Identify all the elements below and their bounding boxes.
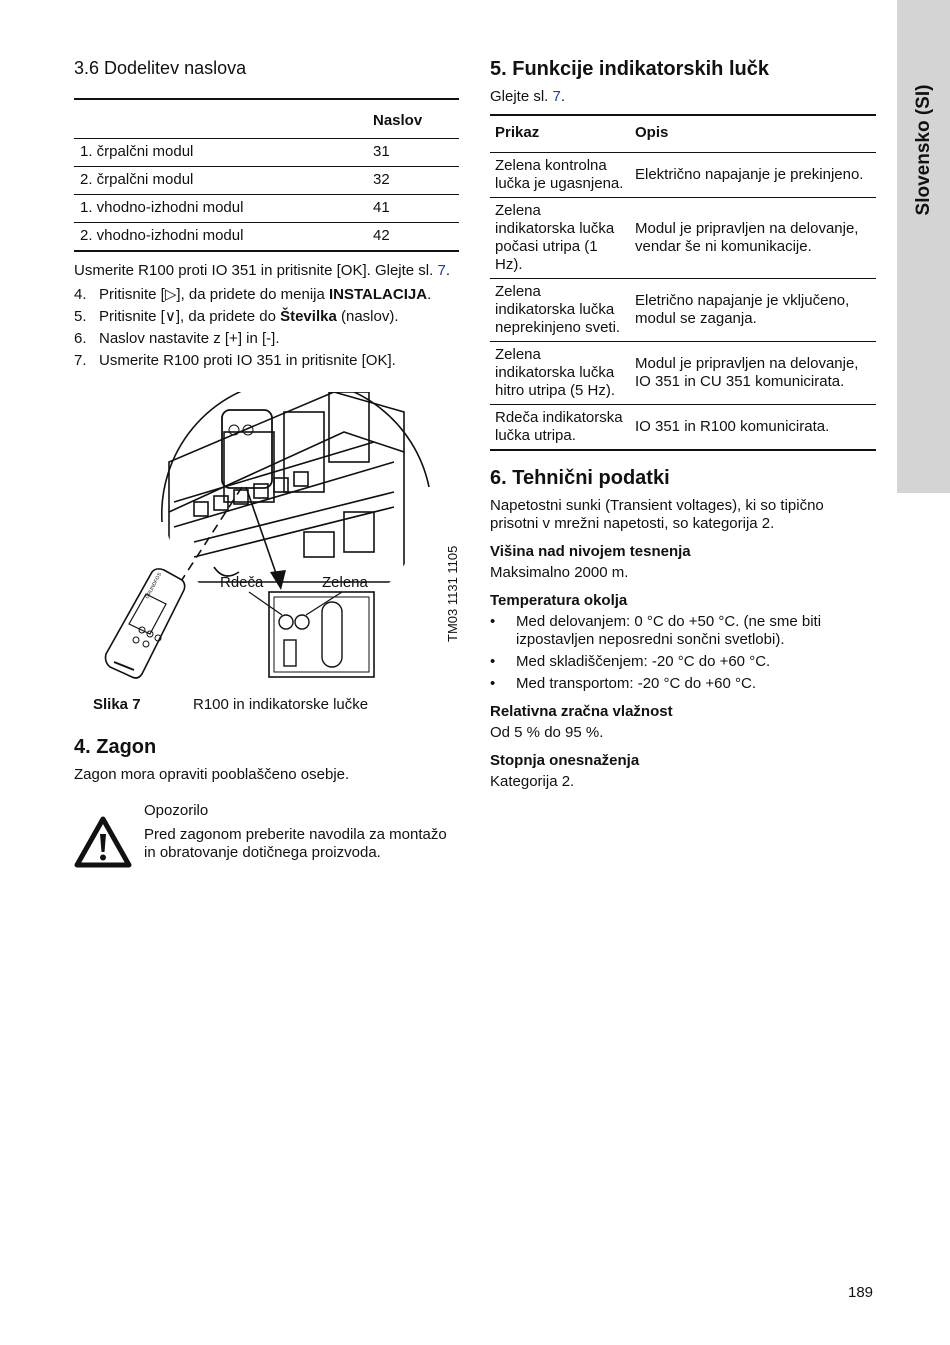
prikaz-cell: Zelena kontrolna lučka je ugasnjena. — [490, 153, 630, 198]
table-row — [74, 139, 459, 167]
indicator-table — [490, 114, 876, 451]
list-item — [74, 330, 459, 348]
io351-module-drawing — [169, 392, 404, 582]
page-number: 189 — [848, 1284, 874, 1301]
right-column — [490, 56, 876, 791]
figure-7 — [74, 392, 459, 692]
list-item: • Med transportom: -20 °C do +60 °C. — [490, 675, 876, 693]
step-text: (naslov). — [336, 308, 399, 325]
list-item — [74, 308, 459, 326]
temperature-list — [490, 613, 876, 693]
table-row — [74, 223, 459, 252]
left-column — [74, 56, 459, 873]
remote-brand-text: GRUNDFOS — [144, 571, 164, 600]
io351-r100-illustration — [74, 392, 459, 692]
red-lamp-label: Rdeča — [220, 574, 264, 591]
altitude-text: Maksimalno 2000 m. — [490, 564, 629, 581]
opis-cell: Modul je pripravljen na delovanje, IO 351 in CU 351 komunicirata. — [630, 342, 876, 405]
step-text: Pritisnite [ — [99, 308, 165, 325]
menu-name: Številka — [280, 308, 337, 325]
table-row — [74, 195, 459, 223]
section-heading-zagon: 4. Zagon — [74, 736, 157, 758]
table-row — [490, 405, 876, 451]
figure-link[interactable]: 7 — [552, 88, 561, 105]
altitude-heading: Višina nad nivojem tesnenja — [490, 543, 691, 560]
module-cell: 2. črpalčni modul — [74, 167, 367, 195]
address-table-header: Naslov — [367, 99, 459, 139]
warning-text: Pred zagonom preberite navodila za montažo in obratovanje dotičnega proizvoda. — [144, 826, 447, 861]
green-lamp-label: Zelena — [322, 574, 368, 591]
prikaz-cell: Zelena indikatorska lučka hitro utripa (5 Hz). — [490, 342, 630, 405]
pollution-heading: Stopnja onesnaženja — [490, 752, 640, 769]
step-text: ], da pridete do — [175, 308, 281, 325]
down-arrow-key-icon: ∨ — [164, 308, 176, 325]
column-header-prikaz: Prikaz — [490, 115, 630, 153]
step-number: 5. — [74, 308, 87, 325]
step-text: Pritisnite [ — [99, 286, 165, 303]
table-row — [74, 167, 459, 195]
opis-cell: IO 351 in R100 komunicirata. — [635, 418, 830, 435]
step-text: . — [427, 286, 432, 303]
figure-link[interactable]: 7 — [437, 262, 446, 279]
step-text: Naslov nastavite z [+] in [-]. — [99, 330, 280, 347]
pollution-text: Kategorija 2. — [490, 773, 575, 790]
address-cell: 32 — [367, 167, 459, 195]
language-side-tab — [897, 0, 950, 493]
menu-name: INSTALACIJA — [329, 286, 428, 303]
prikaz-cell: Rdeča indikatorska lučka utripa. — [495, 409, 623, 444]
intro-text: Usmerite R100 proti IO 351 in pritisnite [OK]. Glejte sl. — [74, 262, 438, 279]
prikaz-cell: Zelena indikatorska lučka počasi utripa (1 Hz). — [490, 198, 630, 279]
see-figure-paragraph: Glejte sl. 7. — [490, 88, 566, 105]
step-text: ], da pridete do menija — [176, 286, 329, 303]
steps-list — [74, 286, 459, 370]
figure-caption — [74, 696, 459, 714]
humidity-heading: Relativna zračna vlažnost — [490, 703, 673, 720]
table-row — [490, 342, 876, 405]
warning-triangle-icon — [74, 802, 144, 873]
indicator-lamps-detail — [249, 592, 374, 677]
table-row — [490, 198, 876, 279]
zagon-text: Zagon mora opraviti pooblaščeno osebje. — [74, 766, 350, 783]
step-text: Usmerite R100 proti IO 351 in pritisnite [OK]. — [99, 352, 396, 369]
address-cell: 42 — [373, 227, 390, 244]
caption-label: Slika 7 — [93, 696, 141, 713]
step-number: 6. — [74, 330, 87, 347]
warning-block — [74, 802, 459, 873]
section-heading-tech: 6. Tehnični podatki — [490, 467, 670, 489]
figure-code: TM03 1131 1105 — [445, 545, 460, 642]
opis-cell: Modul je pripravljen na delovanje, vendar še ni komunikacije. — [630, 198, 876, 279]
address-cell: 41 — [367, 195, 459, 223]
humidity-text: Od 5 % do 95 %. — [490, 724, 604, 741]
table-row — [490, 153, 876, 198]
module-cell: 1. črpalčni modul — [74, 139, 367, 167]
language-label: Slovensko (SI) — [912, 84, 934, 216]
table-row — [490, 279, 876, 342]
intro-paragraph: Usmerite R100 proti IO 351 in pritisnite [OK]. Glejte sl. 7. — [74, 262, 450, 279]
address-cell: 31 — [367, 139, 459, 167]
see-text: Glejte sl. — [490, 88, 553, 105]
section-heading-indicators: 5. Funkcije indikatorskih lučk — [490, 58, 769, 80]
caption-text: R100 in indikatorske lučke — [193, 696, 369, 713]
tech-intro: Napetostni sunki (Transient voltages), ki so tipično prisotni v mrežni napetosti, so kategorija 2. — [490, 497, 824, 532]
module-cell: 1. vhodno-izhodni modul — [74, 195, 367, 223]
step-number: 4. — [74, 286, 87, 303]
prikaz-cell: Zelena indikatorska lučka neprekinjeno sveti. — [490, 279, 630, 342]
temperature-heading: Temperatura okolja — [490, 592, 628, 609]
address-table-empty-header — [74, 99, 367, 139]
opis-cell: Električno napajanje je prekinjeno. — [630, 153, 876, 198]
right-arrow-key-icon: ▷ — [164, 286, 177, 303]
list-item — [74, 286, 459, 304]
address-table — [74, 98, 459, 252]
opis-cell: Eletrično napajanje je vključeno, modul se zaganja. — [630, 279, 876, 342]
list-item: • Med delovanjem: 0 °C do +50 °C. (ne sme biti izpostavljen neposredni sončni svetlobi). — [490, 613, 876, 649]
module-cell: 2. vhodno-izhodni modul — [80, 227, 244, 244]
list-item — [74, 352, 459, 370]
warning-title: Opozorilo — [144, 802, 209, 819]
list-item: • Med skladiščenjem: -20 °C do +60 °C. — [490, 653, 876, 671]
section-heading-address: 3.6 Dodelitev naslova — [74, 58, 247, 78]
column-header-opis: Opis — [630, 115, 876, 153]
step-number: 7. — [74, 352, 87, 369]
r100-remote-drawing — [106, 569, 185, 678]
